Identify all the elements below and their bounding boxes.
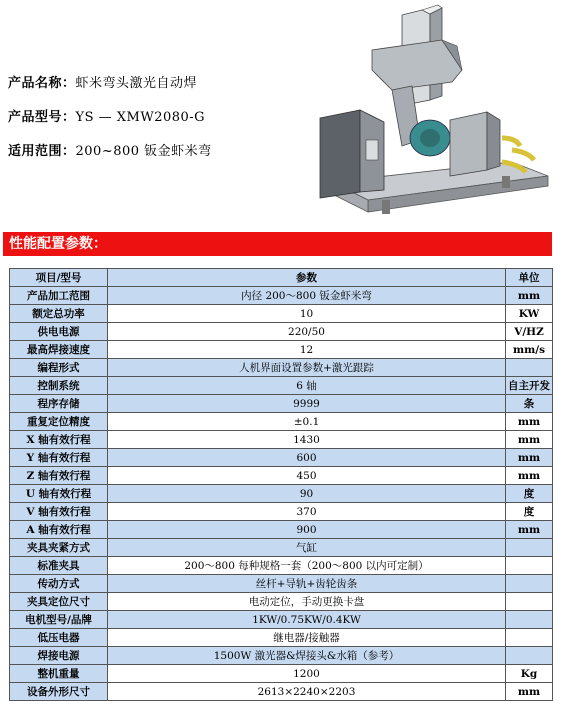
row-unit: 度 (506, 485, 553, 503)
row-unit: 自主开发 (506, 377, 553, 395)
row-unit (506, 593, 553, 611)
row-unit (506, 647, 553, 665)
row-unit (506, 575, 553, 593)
row-unit: mm (506, 449, 553, 467)
row-item: Z 轴有效行程 (10, 467, 108, 485)
row-unit (506, 629, 553, 647)
table-row (10, 665, 553, 683)
row-value: 6 轴 (108, 377, 506, 395)
row-unit: mm (506, 287, 553, 305)
row-item: V 轴有效行程 (10, 503, 108, 521)
row-unit: mm (506, 683, 553, 701)
row-value: 人机界面设置参数+激光跟踪 (108, 359, 506, 377)
table-row (10, 359, 553, 377)
row-item: 程序存储 (10, 395, 108, 413)
row-unit (506, 539, 553, 557)
row-value: 10 (108, 305, 506, 323)
row-item: 重复定位精度 (10, 413, 108, 431)
row-value: 气缸 (108, 539, 506, 557)
row-item: 标准夹具 (10, 557, 108, 575)
row-item: 供电电源 (10, 323, 108, 341)
row-item: 夹具定位尺寸 (10, 593, 108, 611)
row-value: 9999 (108, 395, 506, 413)
row-item: Y 轴有效行程 (10, 449, 108, 467)
row-value: 电动定位，手动更换卡盘 (108, 593, 506, 611)
section-banner: 性能配置参数： (3, 232, 552, 256)
table-row (10, 431, 553, 449)
product-scope-line (8, 140, 212, 159)
table-header-row (10, 269, 553, 287)
product-model-line (8, 106, 205, 125)
table-row (10, 683, 553, 701)
table-row (10, 557, 553, 575)
table-row (10, 305, 553, 323)
row-item: 控制系统 (10, 377, 108, 395)
header-unit: 单位 (506, 269, 553, 287)
row-value: 1KW/0.75KW/0.4KW (108, 611, 506, 629)
row-value: 90 (108, 485, 506, 503)
product-model-value: YS — XMW2080-G (75, 110, 206, 125)
row-item: U 轴有效行程 (10, 485, 108, 503)
row-unit: mm/s (506, 341, 553, 359)
row-unit: Kg (506, 665, 553, 683)
row-value: 220/50 (108, 323, 506, 341)
table-row (10, 449, 553, 467)
row-item: 低压电器 (10, 629, 108, 647)
row-value: 450 (108, 467, 506, 485)
table-row (10, 539, 553, 557)
row-value: 12 (108, 341, 506, 359)
row-value: 继电器/接触器 (108, 629, 506, 647)
row-value: 1500W 激光器&焊接头&水箱（参考） (108, 647, 506, 665)
header-value: 参数 (108, 269, 506, 287)
table-row (10, 287, 553, 305)
product-name-value: 虾米弯头激光自动焊 (75, 76, 198, 91)
row-value: 200～800 每种规格一套（200～800 以内可定制） (108, 557, 506, 575)
table-row (10, 413, 553, 431)
spec-table (9, 268, 553, 701)
row-value: 370 (108, 503, 506, 521)
row-item: 夹具夹紧方式 (10, 539, 108, 557)
header-item: 项目/型号 (10, 269, 108, 287)
row-unit: mm (506, 431, 553, 449)
row-item: 传动方式 (10, 575, 108, 593)
row-value: 2613×2240×2203 (108, 683, 506, 701)
row-value: ±0.1 (108, 413, 506, 431)
row-unit: 度 (506, 503, 553, 521)
table-row (10, 467, 553, 485)
row-unit (506, 611, 553, 629)
row-item: 产品加工范围 (10, 287, 108, 305)
row-unit: 条 (506, 395, 553, 413)
row-item: A 轴有效行程 (10, 521, 108, 539)
row-value: 丝杆+导轨+齿轮齿条 (108, 575, 506, 593)
row-unit: mm (506, 467, 553, 485)
row-unit (506, 557, 553, 575)
row-item: 设备外形尺寸 (10, 683, 108, 701)
table-row (10, 395, 553, 413)
row-item: 最高焊接速度 (10, 341, 108, 359)
table-row (10, 593, 553, 611)
row-item: 焊接电源 (10, 647, 108, 665)
row-value: 600 (108, 449, 506, 467)
row-item: 额定总功率 (10, 305, 108, 323)
row-unit (506, 359, 553, 377)
product-name-label: 产品名称： (8, 76, 76, 91)
table-row (10, 485, 553, 503)
row-value: 1430 (108, 431, 506, 449)
row-value: 内径 200～800 钣金虾米弯 (108, 287, 506, 305)
row-item: 电机型号/品牌 (10, 611, 108, 629)
table-row (10, 341, 553, 359)
row-item: X 轴有效行程 (10, 431, 108, 449)
table-row (10, 323, 553, 341)
table-row (10, 521, 553, 539)
row-unit: V/HZ (506, 323, 553, 341)
row-value: 1200 (108, 665, 506, 683)
row-item: 整机重量 (10, 665, 108, 683)
table-row (10, 575, 553, 593)
product-model-label: 产品型号： (8, 110, 76, 125)
row-value: 900 (108, 521, 506, 539)
row-unit: mm (506, 413, 553, 431)
table-row (10, 629, 553, 647)
table-row (10, 503, 553, 521)
machine-illustration (312, 0, 556, 222)
row-unit: KW (506, 305, 553, 323)
product-scope-value: 200~800 钣金虾米弯 (75, 144, 212, 159)
product-scope-label: 适用范围： (8, 144, 76, 159)
table-row (10, 377, 553, 395)
product-name-line (8, 72, 197, 91)
row-unit: mm (506, 521, 553, 539)
table-row (10, 647, 553, 665)
row-item: 编程形式 (10, 359, 108, 377)
table-row (10, 611, 553, 629)
